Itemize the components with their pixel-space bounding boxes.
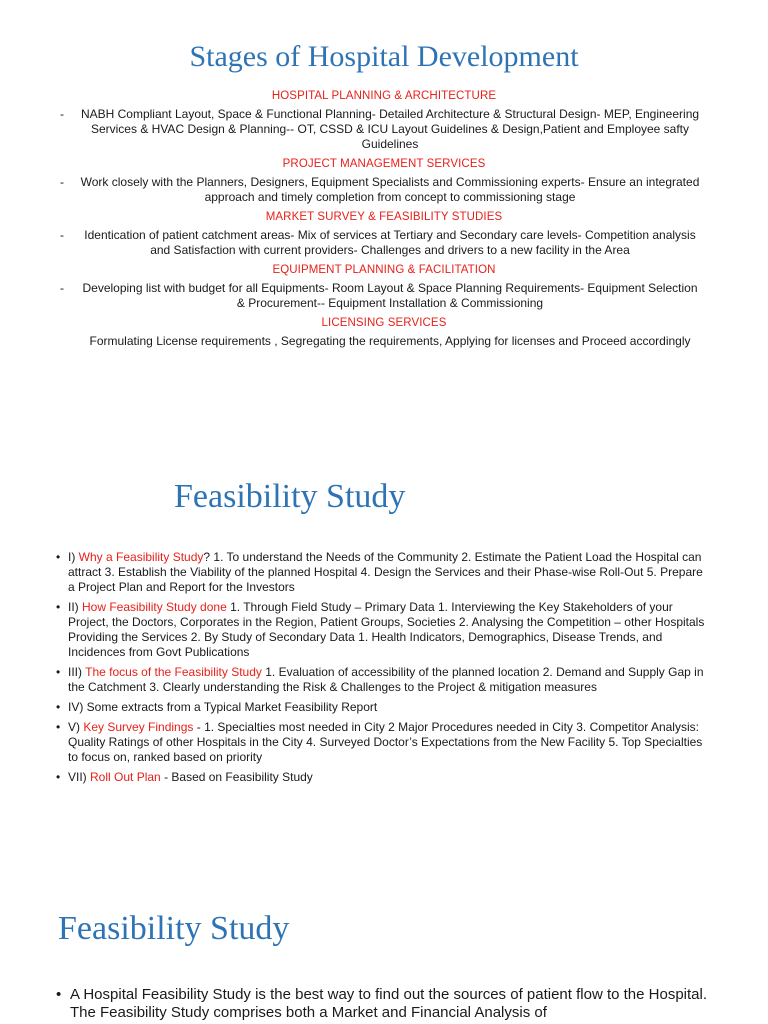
item-text: A Hospital Feasibility Study is the best way to find out the sources of patient flow to the Hospital. The Feasibility Study comprises both a Market and Financial Analysis of: [70, 986, 708, 1021]
dash-marker: -: [60, 281, 64, 295]
item-prefix: I): [68, 550, 79, 564]
bullet-marker: •: [56, 700, 61, 714]
item-text: - Based on Feasibility Study: [164, 770, 313, 784]
item-text: 1. Evaluation of accessibility of the planned location 2. Demand and Supply Gap in the Catchment 3. Clearly understanding the Risk & Challenges to the Project & mitigation measures: [68, 665, 704, 694]
stage-section: [60, 264, 708, 311]
bullet-marker: •: [56, 720, 61, 734]
item-prefix: V): [68, 720, 84, 734]
item-prefix: VII): [68, 770, 91, 784]
item-highlight: Roll Out Plan: [90, 770, 165, 784]
section-heading: HOSPITAL PLANNING & ARCHITECTURE: [271, 90, 497, 102]
item-text: ? 1. To understand the Needs of the Community 2. Estimate the Patient Load the Hospital can attract 3. Establish the Viability of the planned Hospital 4. Design the Services and their Phase-wise Roll-Out 5. Prepare a Project Plan and Report for the Investors: [68, 550, 703, 594]
section-text: Identication of patient catchment areas- Mix of services at Tertiary and Secondary care levels- Competition analysis and Satisfaction with current providers- Challenges and drivers to a new facility in the Area: [84, 228, 696, 257]
section-body: [60, 334, 708, 349]
item-prefix: II): [68, 600, 82, 614]
section-text: Developing list with budget for all Equipments- Room Layout & Space Planning Requirements- Equipment Selection & Procurement-- Equipment Installation & Commissioning: [82, 281, 698, 310]
list-item: [56, 600, 706, 660]
list-item: [56, 550, 706, 595]
slide-stages: [0, 0, 768, 440]
dash-marker: -: [60, 228, 64, 242]
dash-marker: -: [60, 107, 64, 121]
list-item: [56, 665, 706, 695]
section-heading: MARKET SURVEY & FEASIBILITY STUDIES: [265, 211, 503, 223]
section-body: [60, 228, 708, 258]
bullet-marker: •: [56, 770, 61, 784]
bullet-marker: •: [56, 600, 61, 614]
dash-marker: -: [60, 175, 64, 189]
item-text: 1. Through Field Study – Primary Data 1. Interviewing the Key Stakeholders of your Project, the Doctors, Corporates in the Region, Patient Groups, Societies 2. Analysing the Competition – other Hospitals Providing the Services 2. By Study of Secondary Data 1. Health Indicators, Demographics, Disease Trends, and Incidences from Govt Publications: [68, 600, 705, 659]
slide-title: Stages of Hospital Development: [189, 40, 579, 73]
item-text: - 1. Specialties most needed in City 2 Major Procedures needed in City 3. Competitor Analysis: Quality Ratings of other Hospitals in the City 4. Surveyed Doctor’s Expectations from the New Facility 5. Top Specialties to focus on, ranked based on priority: [68, 720, 703, 764]
section-body: [60, 107, 708, 152]
stages-list: [60, 90, 708, 355]
stage-section: [60, 90, 708, 152]
item-highlight: The focus of the Feasibility Study: [85, 665, 262, 679]
section-body: [60, 281, 708, 311]
section-text: Work closely with the Planners, Designers, Equipment Specialists and Commissioning experts- Ensure an integrated approach and timely completion from concept to commissioning stage: [80, 175, 700, 204]
list-item: [56, 770, 706, 785]
section-text: Formulating License requirements , Segregating the requirements, Applying for licenses and Proceed accordingly: [89, 334, 691, 348]
item-highlight: How Feasibility Study done: [82, 600, 227, 614]
section-text: NABH Compliant Layout, Space & Functional Planning- Detailed Architecture & Structural Design- MEP, Engineering Services & HVAC Design & Planning-- OT, CSSD & ICU Layout Guidelines & Design,Patient and Employee safty Guidelines: [80, 107, 700, 151]
section-body: [60, 175, 708, 205]
section-heading: LICENSING SERVICES: [321, 317, 447, 329]
list-item: [56, 986, 716, 1022]
bullet-marker: •: [56, 665, 61, 679]
stage-section: [60, 211, 708, 258]
slide-feasibility-study: [0, 450, 768, 850]
item-highlight: Why a Feasibility Study: [78, 550, 204, 564]
stage-section: [60, 158, 708, 205]
slide-feasibility-study-2: [0, 890, 768, 1024]
section-heading: EQUIPMENT PLANNING & FACILITATION: [272, 264, 496, 276]
bullet-marker: •: [56, 550, 61, 564]
bullet-list: [56, 986, 716, 1022]
item-prefix: IV) Some extracts from a Typical Market Feasibility Report: [68, 700, 378, 714]
list-item: [56, 700, 706, 715]
stage-section: [60, 317, 708, 349]
item-highlight: Key Survey Findings: [83, 720, 197, 734]
bullet-list: [56, 550, 706, 790]
slide-title: Feasibility Study: [58, 910, 290, 947]
list-item: [56, 720, 706, 765]
section-heading: PROJECT MANAGEMENT SERVICES: [282, 158, 486, 170]
slide-title: Feasibility Study: [174, 478, 406, 515]
bullet-marker: •: [56, 986, 62, 1003]
item-prefix: III): [68, 665, 86, 679]
